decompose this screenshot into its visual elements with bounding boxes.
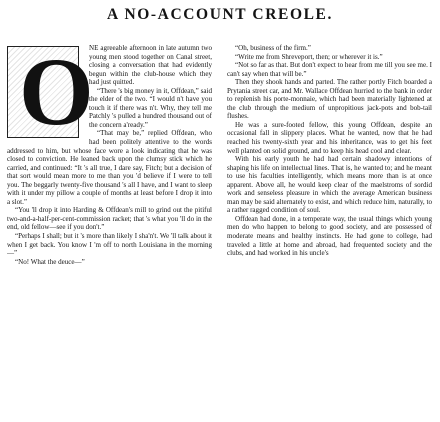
paragraph: With his early youth he had had certain shadowy intentions of shaping his life on intellectual lines. That is, he wanted to; and he meant to use his faculties intelligently, which means more than is at once apparent. Above all, he would keep clear of the maelstroms of sordid work and senseless pleasure in which the average American business man may be said alternately to exist, and which reduce him, naturally, to a rather ragged condition of soul.	[227, 155, 432, 215]
paragraph: Offdean had done, in a temperate way, the usual things which young men do who happen to belong to good society, and are possessed of moderate means and healthy instincts. He had gone to college, had traveled a little at home and abroad, had frequented society and the clubs, and had worked in his uncle's	[227, 214, 432, 258]
paragraph: NE agreeable afternoon in late autumn two young men stood together on Canal street, closing a conversation that had evidently begun within the club-house which they had just quitted.	[89, 44, 212, 87]
paragraph: Then they shook hands and parted. The rather portly Fitch boarded a Prytania street car, and Mr. Wallace Offdean hurried to the bank in order to replenish his porte-monnaie, which had been materially lightened at the club through the medium of unpropitious jack-pots and bob-tail flushes.	[227, 78, 432, 121]
article-title: A NO-ACCOUNT CREOLE.	[107, 6, 333, 23]
left-column	[7, 44, 212, 420]
paragraph: “Not so far as that. But don't expect to hear from me till you see me. I can't say when that will be.”	[227, 61, 432, 78]
right-column	[227, 44, 432, 420]
paragraph: “Perhaps I shall; but it 's more than likely I sha'n't. We 'll talk about it when I get back. You know I 'm off to north Louisiana in the morning—”	[7, 232, 212, 258]
paragraph: “You 'll drop it into Harding & Offdean's mill to grind out the pitiful two-and-a-half-per-cent-commission racket; that 's what you 'll do in the end, old fellow—see if you don't.”	[7, 206, 212, 232]
paragraph: “Oh, business of the firm.”	[235, 44, 311, 52]
paragraph: “That may be,” replied Offdean, who had been politely attentive to the words addressed to him, but whose face wore a look indicating that he was closed to conviction. He leaned back upon the clumsy stick which he carried, and continued: “It 's all true, I dare say, Fitch; but a decision of that sort would mean more to me than you 'd believe if I were to tell you. The beggarly twenty-five thousand 's all I have, and I want to sleep with it under my pillow a couple of months at least before I drop it into a slot.”	[7, 129, 212, 206]
decorative-initial	[7, 44, 94, 145]
paragraph: “There 's big money in it, Offdean,” said the elder of the two. “I would n't have you touch it if there was n't. Why, they tell me Patchly 's pulled a hundred thousand out of the concern a'ready.”	[89, 86, 212, 129]
paragraph: “No! What the deuce—”	[15, 257, 85, 266]
paragraph: “Write me from Shreveport, then; or wherever it is.”	[235, 52, 383, 61]
drop-cap-letter: O	[19, 44, 94, 145]
paragraph: He was a sure-footed fellow, this young Offdean, despite an occasional fall in slippery places. What he wanted, now that he had reached his twenty-sixth year and his inheritance, was to get his feet well planted on solid ground, and to keep his head cool and clear.	[227, 120, 432, 155]
